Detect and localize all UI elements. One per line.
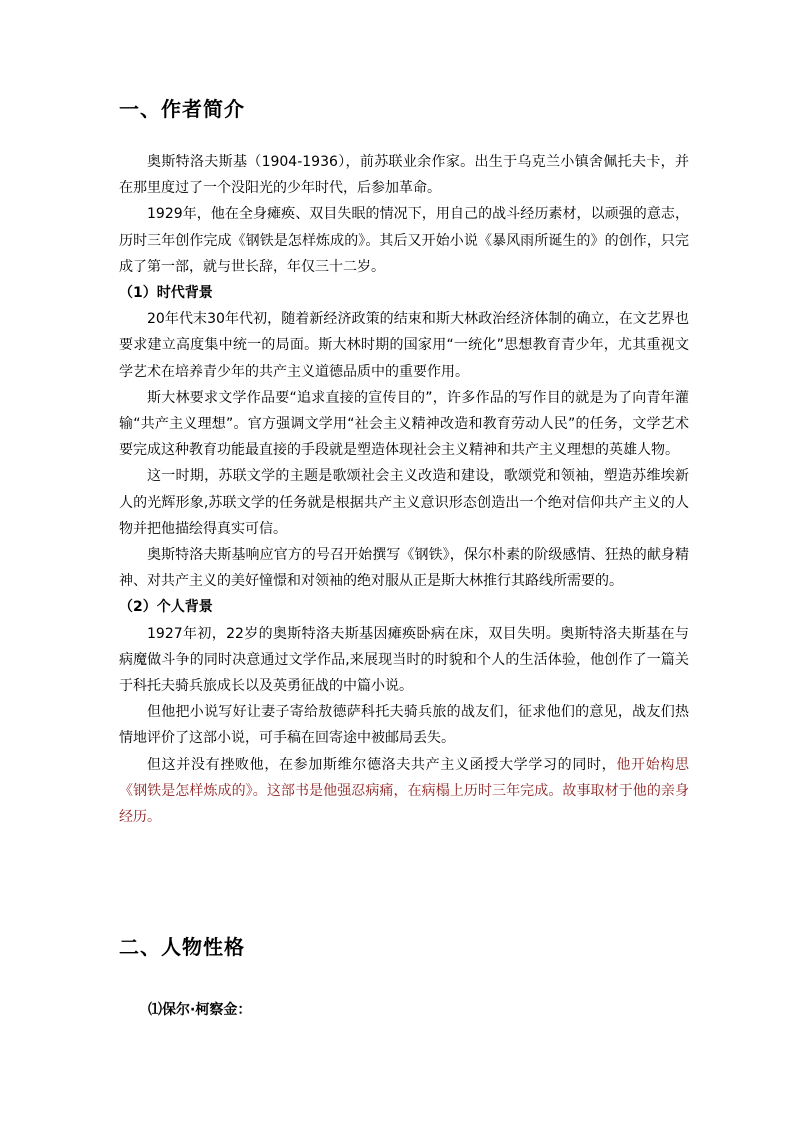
paragraph-personal-3: [119, 752, 689, 831]
subheading-paul-korchagin: ⑴保尔·柯察金：: [148, 1002, 252, 1018]
section-heading-author-intro: 一、作者简介: [119, 97, 245, 121]
paragraph-author-bio: 奥斯特洛夫斯基（1904-1936），前苏联业余作家。出生于乌克兰小镇舍佩托夫卡，并在那里度过了一个没阳光的少年时代，后参加革命。: [119, 154, 689, 197]
paragraph-author-writing: 1929年，他在全身瘫痪、双目失眠的情况下，用自己的战斗经历素材，以顽强的意志，历时三年创作完成《钢铁是怎样炼成的》。其后又开始小说《暴风雨所诞生的》的创作，只完成了第一部，就与世长辞，年仅三十二岁。: [119, 206, 689, 275]
paragraph-era-1: 20年代末30年代初，随着新经济政策的结束和斯大林政治经济体制的确立，在文艺界也要求建立高度集中统一的局面。斯大林时期的国家用“一统化”思想教育青少年，尤其重视文学艺术在培养青少年的共产主义道德品质中的重要作用。: [119, 311, 689, 380]
paragraph-personal-2: 但他把小说写好让妻子寄给敖德萨科托夫骑兵旅的战友们，征求他们的意见，战友们热情地评价了这部小说，可手稿在回寄途中被邮局丢失。: [119, 704, 689, 747]
highlighted-text: 他开始构思《钢铁是怎样炼成的》。这部书是他强忍病痛，在病榻上历时三年完成。故事取材于他的亲身经历。: [119, 756, 690, 826]
paragraph-era-3: 这一时期，苏联文学的主题是歌颂社会主义改造和建设，歌颂党和领袖，塑造苏维埃新人的光辉形象,苏联文学的任务就是根据共产主义意识形态创造出一个绝对信仰共产主义的人物并把他描绘得真实可信。: [119, 468, 689, 537]
paragraph-personal-3-text: 但这并没有挫败他，在参加斯维尔德洛夫共产主义函授大学学习的同时，: [147, 756, 617, 773]
section-heading-characters: 二、人物性格: [119, 935, 245, 959]
paragraph-era-2: 斯大林要求文学作品要“追求直接的宣传目的”，许多作品的写作目的就是为了向青年灌输“共产主义理想”。官方强调文学用“社会主义精神改造和教育劳动人民”的任务，文学艺术要完成这种教育功能最直接的手段就是塑造体现社会主义精神和共产主义理想的英雄人物。: [119, 389, 689, 459]
subheading-era-background: （1）时代背景: [119, 285, 213, 302]
section-body-author-intro: [119, 149, 689, 830]
paragraph-personal-1: 1927年初，22岁的奥斯特洛夫斯基因瘫痪卧病在床，双目失明。奥斯特洛夫斯基在与病魔做斗争的同时决意通过文学作品,来展现当时的时貌和个人的生活体验，他创作了一篇关于科托夫骑兵旅成长以及英勇征战的中篇小说。: [119, 625, 689, 695]
paragraph-era-4: 奥斯特洛夫斯基响应官方的号召开始撰写《钢铁》，保尔朴素的阶级感情、狂热的献身精神、对共产主义的美好憧憬和对领袖的绝对服从正是斯大林推行其路线所需要的。: [119, 547, 689, 590]
subheading-personal-background: （2）个人背景: [119, 599, 213, 616]
